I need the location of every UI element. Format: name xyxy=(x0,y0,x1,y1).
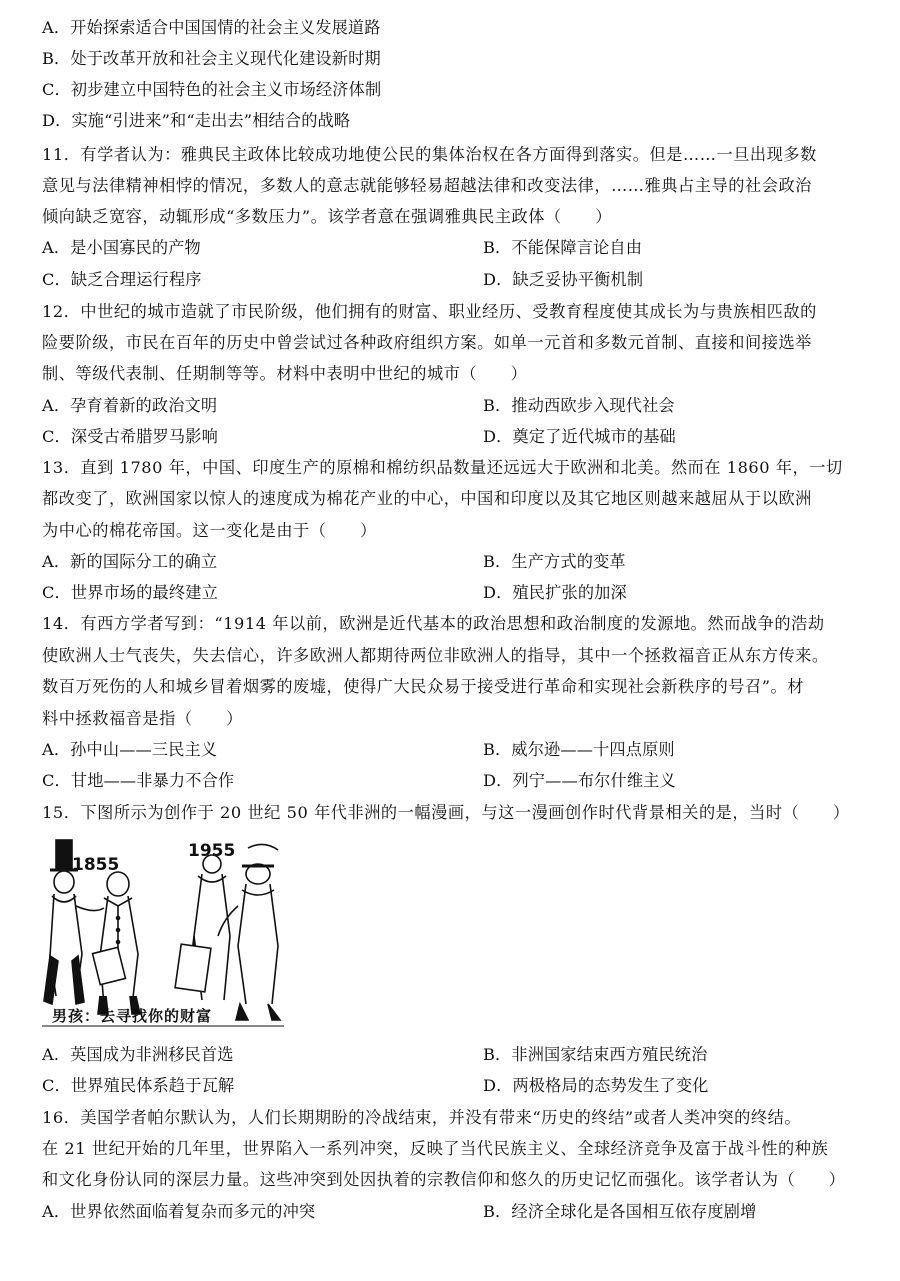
q14-option-b: B．威尔逊——十四点原则 xyxy=(483,740,675,759)
q16-options-row-1 xyxy=(42,1196,858,1227)
q13-stem-line-1: 13．直到 1780 年，中国、印度生产的原棉和棉纺织品数量还远远大于欧洲和北美。然而在 1860 年，一切 xyxy=(42,458,843,477)
q11-option-c: C．缺乏合理运行程序 xyxy=(42,270,202,289)
q13-options-row-2 xyxy=(42,577,858,608)
cartoon-illustration xyxy=(42,836,284,1032)
q11-options-row-1 xyxy=(42,232,858,263)
q15-option-c: C．世界殖民体系趋于瓦解 xyxy=(42,1076,235,1095)
q13-options-row-1 xyxy=(42,546,858,577)
q16-option-a: A．世界依然面临着复杂而多元的冲突 xyxy=(42,1202,316,1221)
q15-option-a: A．英国成为非洲移民首选 xyxy=(42,1045,234,1064)
q14-option-d: D．列宁——布尔什维主义 xyxy=(483,771,676,790)
q11-stem-line-1: 11．有学者认为：雅典民主政体比较成功地使公民的集体治权在各方面得到落实。但是……一旦出现多数 xyxy=(42,145,817,164)
q14-options-row-1 xyxy=(42,734,858,765)
q12-stem-line-3: 制、等级代表制、任期制等等。材料中表明中世纪的城市（ ） xyxy=(42,364,528,383)
q16-stem-line-2: 在 21 世纪开始的几年里，世界陷入一系列冲突，反映了当代民族主义、全球经济竞争及富于战斗性的种族 xyxy=(42,1139,829,1158)
q14-stem-line-3: 数百万死伤的人和城乡冒着烟雾的废墟，使得广大民众易于接受进行革命和实现社会新秩序的号召”。材 xyxy=(42,677,805,696)
q12-stem-line-2: 险要阶级，市民在百年的历史中曾尝试过各种政府组织方案。如单一元首和多数元首制、直接和间接选举 xyxy=(42,333,812,352)
q10-option-b: B．处于改革开放和社会主义现代化建设新时期 xyxy=(42,49,381,68)
q11-option-d: D．缺乏妥协平衡机制 xyxy=(483,270,644,289)
q13-option-c: C．世界市场的最终建立 xyxy=(42,583,218,602)
q12-options-row-2 xyxy=(42,421,858,452)
q16-stem-line-1: 16．美国学者帕尔默认为，人们长期期盼的冷战结束，并没有带来“历史的终结”或者人类冲突的终结。 xyxy=(42,1108,802,1127)
q11-options-row-2 xyxy=(42,264,858,295)
q15-options-row-2 xyxy=(42,1070,858,1101)
q14-option-a: A．孙中山——三民主义 xyxy=(42,740,218,759)
q12-stem-line-1: 12．中世纪的城市造就了市民阶级，他们拥有的财富、职业经历、受教育程度使其成长为与贵族相匹敌的 xyxy=(42,302,817,321)
q11-stem-line-3: 倾向缺乏宽容，动辄形成“多数压力”。该学者意在强调雅典民主政体（ ） xyxy=(42,207,612,226)
q16-option-b: B．经济全球化是各国相互依存度剧增 xyxy=(483,1202,757,1221)
q14-stem-line-4: 料中拯救福音是指（ ） xyxy=(42,709,243,728)
cartoon-figure xyxy=(42,836,284,1032)
q12-option-a: A．孕育着新的政治文明 xyxy=(42,396,218,415)
year-left-label: 1855 xyxy=(72,855,120,875)
q15-option-d: D．两极格局的态势发生了变化 xyxy=(483,1076,709,1095)
q12-option-d: D．奠定了近代城市的基础 xyxy=(483,427,676,446)
q10-option-c: C．初步建立中国特色的社会主义市场经济体制 xyxy=(42,80,382,99)
year-right-label: 1955 xyxy=(188,841,236,861)
q13-stem-line-2: 都改变了，欧洲国家以惊人的速度成为棉花产业的中心，中国和印度以及其它地区则越来越屈从于以欧洲 xyxy=(42,489,812,508)
q10-option-a: A．开始探索适合中国国情的社会主义发展道路 xyxy=(42,18,381,37)
q11-option-b: B．不能保障言论自由 xyxy=(483,238,643,257)
top-hat-shape xyxy=(56,840,72,870)
q12-option-b: B．推动西欧步入现代社会 xyxy=(483,396,675,415)
q14-stem-line-2: 使欧洲人士气丧失，失去信心，许多欧洲人都期待两位非欧洲人的指导，其中一个拯救福音正从东方传来。 xyxy=(42,646,829,665)
q14-stem-line-1: 14．有西方学者写到：“1914 年以前，欧洲是近代基本的政治思想和政治制度的发源地。然而战争的浩劫 xyxy=(42,614,825,633)
q13-stem-line-3: 为中心的棉花帝国。这一变化是由于（ ） xyxy=(42,521,377,540)
q12-options-row-1 xyxy=(42,390,858,421)
q15-option-b: B．非洲国家结束西方殖民统治 xyxy=(483,1045,708,1064)
q13-option-a: A．新的国际分工的确立 xyxy=(42,552,218,571)
q15-options-row-1 xyxy=(42,1039,858,1070)
q14-options-row-2 xyxy=(42,765,858,796)
q12-option-c: C．深受古希腊罗马影响 xyxy=(42,427,218,446)
q16-stem-line-3: 和文化身份认同的深层力量。这些冲突到处因执着的宗教信仰和悠久的历史记忆而强化。该学者认为（ ） xyxy=(42,1170,846,1189)
q11-stem-line-2: 意见与法律精神相悖的情况，多数人的意志就能够轻易超越法律和改变法律，……雅典占主导的社会政治 xyxy=(42,176,812,195)
q13-option-b: B．生产方式的变革 xyxy=(483,552,626,571)
q15-stem-line-1: 15．下图所示为创作于 20 世纪 50 年代非洲的一幅漫画，与这一漫画创作时代背景相关的是，当时（ ） xyxy=(42,803,850,822)
cartoon-caption: 男孩：去寻找你的财富 xyxy=(52,1007,213,1025)
q13-option-d: D．殖民扩张的加深 xyxy=(483,583,627,602)
q14-option-c: C．甘地——非暴力不合作 xyxy=(42,771,235,790)
q10-option-d: D．实施“引进来”和“走出去”相结合的战略 xyxy=(42,111,351,130)
q11-option-a: A．是小国寡民的产物 xyxy=(42,238,201,257)
